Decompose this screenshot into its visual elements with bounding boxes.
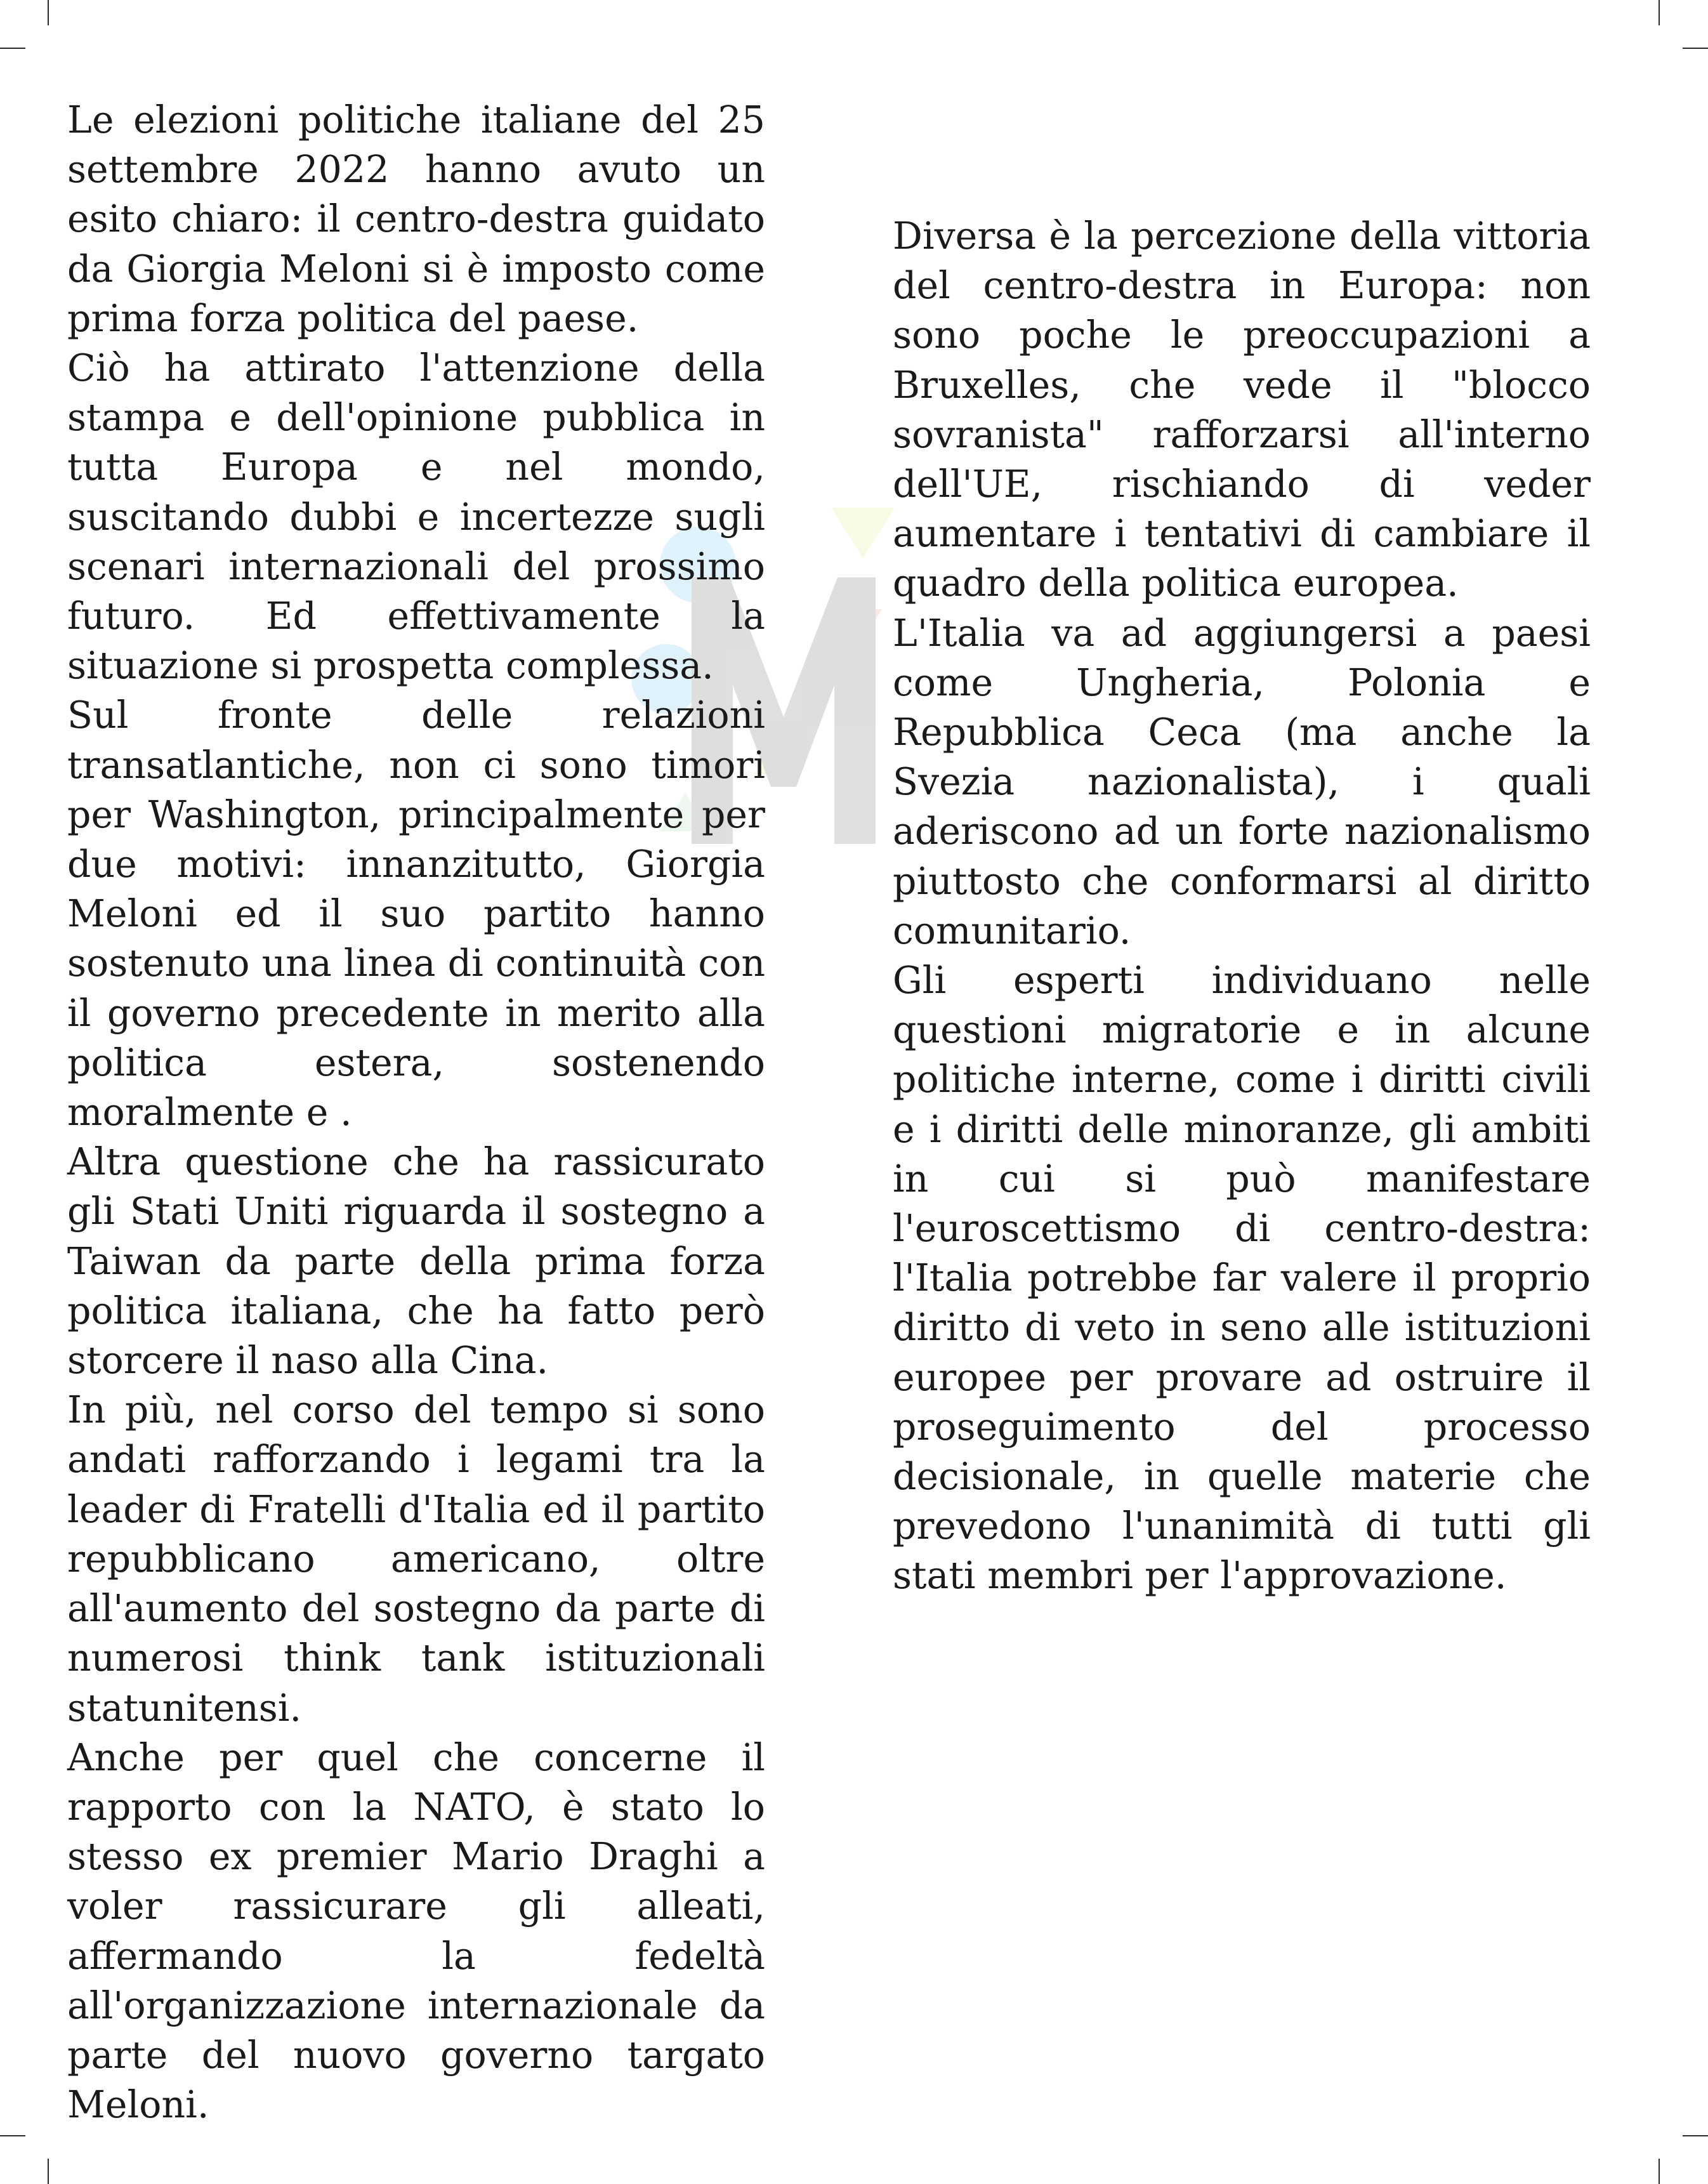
crop-mark-bottom-right-horizontal — [1683, 2135, 1708, 2136]
crop-mark-top-left-vertical — [48, 0, 49, 25]
paragraph: Diversa è la percezione della vittoria del centro-destra in Europa: non sono poche le preoccupazioni a Bruxelles, che vede il "blocco sovranista" rafforzarsi all'interno dell'UE, rischiando di veder aumentare i tentativi di cambiare il quadro della politica europea. — [893, 214, 1591, 605]
crop-mark-top-left-horizontal — [0, 48, 25, 49]
crop-mark-bottom-left-horizontal — [0, 2135, 25, 2136]
crop-mark-bottom-left-vertical — [48, 2159, 49, 2184]
paragraph: Altra questione che ha rassicurato gli Stati Uniti riguarda il sostegno a Taiwan da parte della prima forza politica italiana, che ha fatto però storcere il naso alla Cina. — [67, 1140, 765, 1383]
paragraph: In più, nel corso del tempo si sono andati rafforzando i legami tra la leader di Fratelli d'Italia ed il partito repubblicano americano, oltre all'aumento del sostegno da parte di numerosi think tank istituzionali statunitensi. — [67, 1388, 765, 1730]
paragraph: Gli esperti individuano nelle questioni migratorie e in alcune politiche interne, come i diritti civili e i diritti delle minoranze, gli ambiti in cui si può manifestare l'euroscettismo di centro-destra: l'Italia potrebbe far valere il proprio diritto di veto in seno alle istituzioni europee per provare ad ostruire il proseguimento del processo decisionale, in quelle materie che prevedono l'unanimità di tutti gli stati membri per l'approvazione. — [893, 959, 1591, 1598]
crop-mark-top-right-horizontal — [1683, 48, 1708, 49]
paragraph: Sul fronte delle relazioni transatlantiche, non ci sono timori per Washington, principalmente per due motivi: innanzitutto, Giorgia Meloni ed il suo partito hanno sostenuto una linea di continuità con il governo precedente in merito alla politica estera, sostenendo moralmente e . — [67, 694, 765, 1135]
left-text-column — [67, 95, 765, 2129]
crop-mark-top-right-vertical — [1659, 0, 1660, 25]
crop-mark-bottom-right-vertical — [1659, 2159, 1660, 2184]
paragraph: Anche per quel che concerne il rapporto con la NATO, è stato lo stesso ex premier Mario Draghi a voler rassicurare gli alleati, affermando la fedeltà all'organizzazione internazionale da parte del nuovo governo targato Meloni. — [67, 1735, 765, 2127]
paragraph: L'Italia va ad aggiungersi a paesi come Ungheria, Polonia e Repubblica Ceca (ma anche la Svezia nazionalista), i quali aderiscono ad un forte nazionalismo piuttosto che conformarsi al diritto comunitario. — [893, 611, 1591, 952]
paragraph: Le elezioni politiche italiane del 25 settembre 2022 hanno avuto un esito chiaro: il centro-destra guidato da Giorgia Meloni si è imposto come prima forza politica del paese. — [67, 98, 765, 340]
paragraph: Ciò ha attirato l'attenzione della stampa e dell'opinione pubblica in tutta Europa e nel mondo, suscitando dubbi e incertezze sugli scenari internazionali del prossimo futuro. Ed effettivamente la situazione si prospetta complessa. — [67, 346, 765, 688]
right-text-column — [893, 211, 1591, 1601]
